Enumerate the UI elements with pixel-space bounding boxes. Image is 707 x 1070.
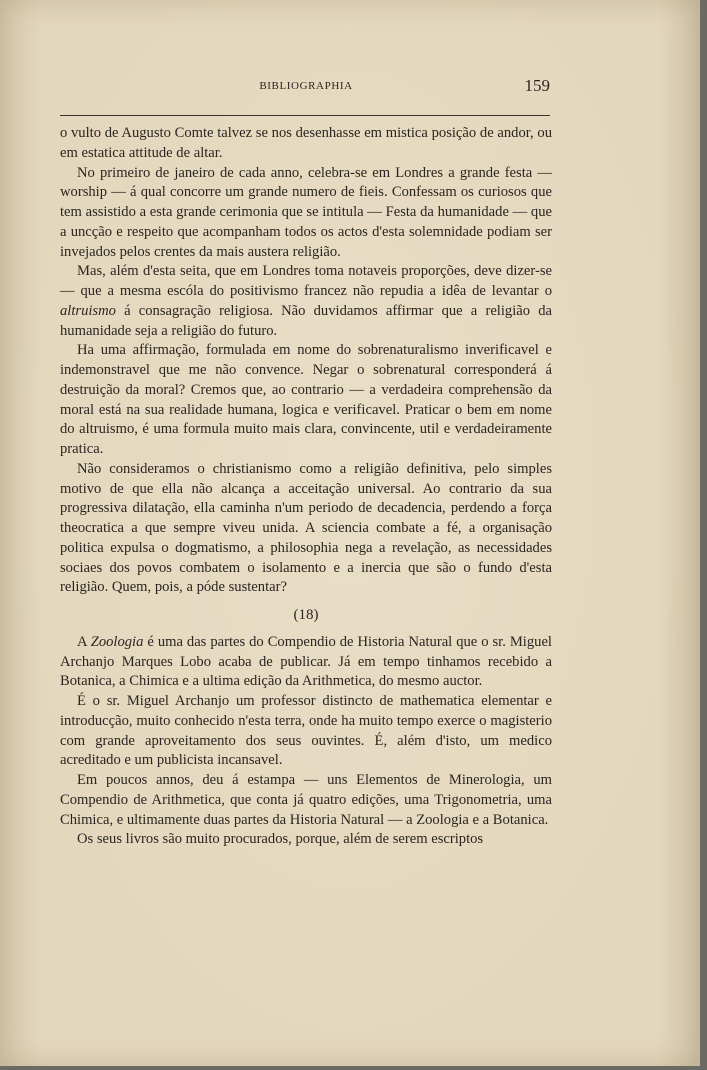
section-number: (18) — [293, 607, 319, 623]
paragraph-text: é uma das partes do Compendio de Historia Natural que o sr. Miguel Archanjo Marques Lobo acaba de publicar. Já em tempo tinhamos recebido a Botanica, a Chimica e a ultima edição da Arithmetica, do mesmo auctor. — [60, 633, 552, 690]
italic-title: Zoologia — [90, 633, 144, 650]
paragraph: Não consideramos o christianismo como a religião definitiva, pelo simples motivo de que ella não alcança a acceitação universal. Ao contrario da sua progressiva dilatação, ella caminha n'um periodo de decadencia, perdendo a força theocratica a que sempre viveu unida. A sciencia combate a fé, a organisação politica expulsa o dogmatismo, a philosophia nega a revelação, as necessidades sociaes dos povos combatem o isolamento e a inercia que são o fundo d'esta religião. Quem, pois, a póde sustentar? — [60, 460, 552, 596]
page-number: 159 — [524, 76, 550, 95]
paragraph: No primeiro de janeiro de cada anno, celebra-se em Londres a grande festa — worship — á qual concorre um grande numero de fieis. Confessam os curiosos que tem assistido a esta grande cerimonia que se intitula — Festa da humanidade — que a uncção e respeito que acompanham todos os actos d'esta solemnidade podiam ser invejados pelos crentes da mais austera religião. — [60, 164, 552, 260]
paragraph — [60, 262, 552, 341]
page-header — [60, 76, 552, 98]
paragraph: É o sr. Miguel Archanjo um professor distincto de mathematica elementar e introducção, muito conhecido n'esta terra, onde ha muito tempo exerce o magisterio com grande aproveitamento dos seus ouvintes. É, além d'isto, um medico acreditado e um publicista incansavel. — [60, 693, 552, 769]
paragraph-text: A — [77, 633, 91, 650]
italic-term: altruismo — [60, 302, 116, 319]
paragraph-text: Mas, além d'esta seita, que em Londres toma notaveis proporções, deve dizer-se — que a mesma escóla do positivismo francez não repudia a idêa de levantar o — [60, 263, 552, 299]
paragraph: Em poucos annos, deu á estampa — uns Elementos de Minerologia, um Compendio de Arithmetica, que conta já quatro edições, uma Trigonometria, uma Chimica, e ultimamente duas partes da Historia Natural — a Zoologia e a Botanica. — [60, 772, 552, 828]
header-rule — [60, 115, 550, 116]
body-text — [60, 124, 552, 850]
running-head: BIBLIOGRAPHIA — [259, 80, 353, 92]
paragraph: Ha uma affirmação, formulada em nome do sobrenaturalismo inverificavel e indemonstravel que me não convence. Negar o sobrenatural corresponderá á destruição da moral? Cremos que, ao contrario — a verdadeira comprehensão da moral está na sua realidade humana, logica e verificavel. Praticar o bem em nome do altruismo, é uma formula muito mais clara, convincente, util e verdadeiramente pratica. — [60, 342, 552, 457]
paragraph: Os seus livros são muito procurados, porque, além de serem escriptos — [77, 831, 484, 848]
paragraph — [60, 633, 552, 692]
paragraph-text: á consagração religiosa. Não duvidamos affirmar que a religião da humanidade seja a religião do futuro. — [60, 302, 552, 339]
paragraph: o vulto de Augusto Comte talvez se nos desenhasse em mistica posição de andor, ou em estatica attitude de altar. — [60, 125, 552, 161]
